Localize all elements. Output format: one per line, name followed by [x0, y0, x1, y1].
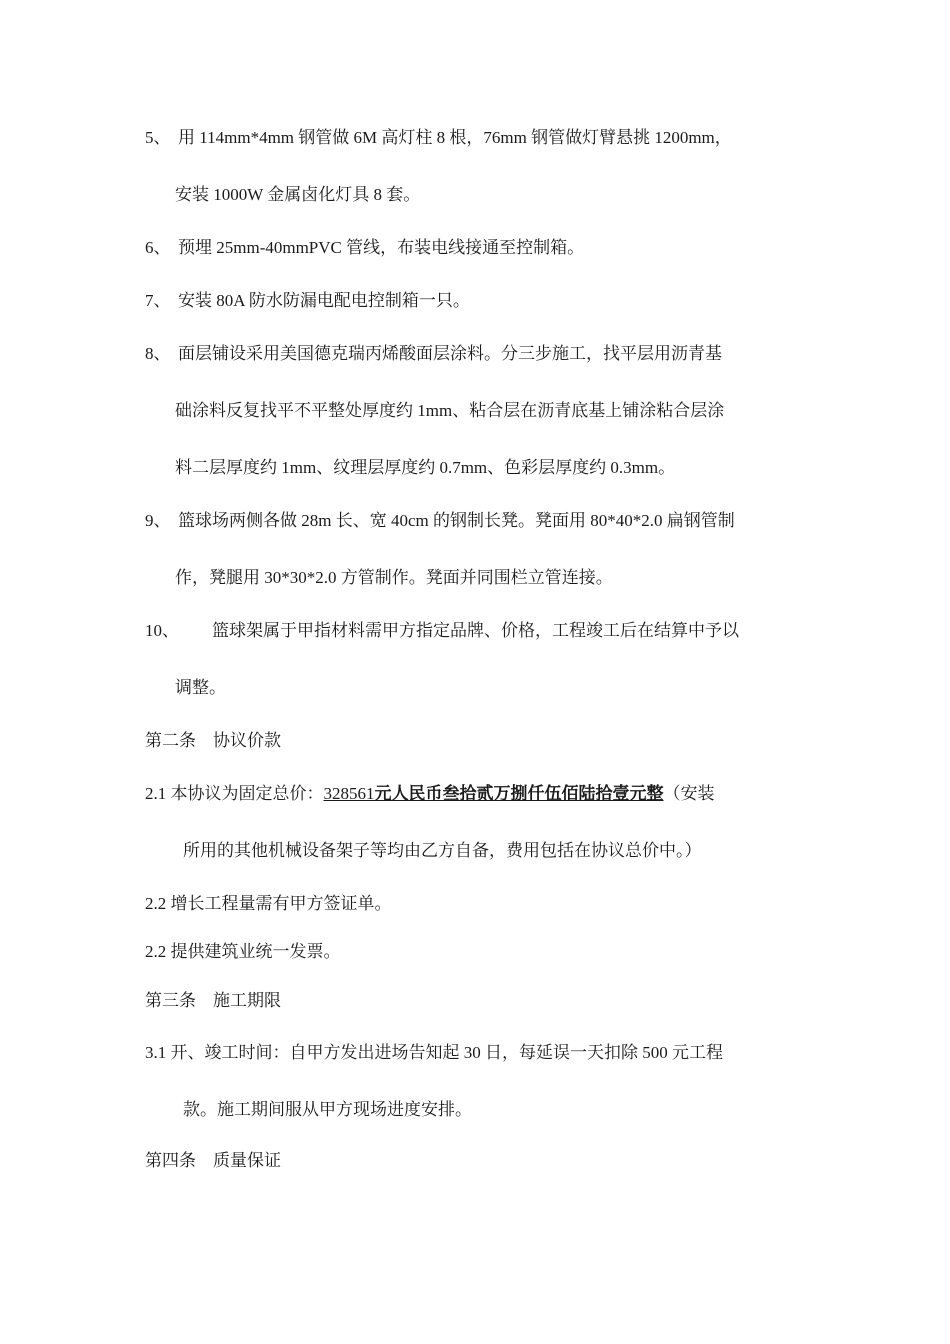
- item-text: 面层铺设采用美国德克瑞丙烯酸面层涂料。分三步施工，找平层用沥青基: [178, 344, 722, 363]
- contract-amount-words: 元人民币叁拾贰万捌仟伍佰陆拾壹元整: [374, 784, 664, 803]
- item-text: 篮球架属于甲指材料需甲方指定品牌、价格，工程竣工后在结算中予以: [212, 621, 739, 640]
- item-number: 8、: [145, 344, 171, 363]
- item-10-line-2: 调整。: [175, 678, 226, 697]
- clause-3-1-line-2: 款。施工期间服从甲方现场进度安排。: [183, 1100, 472, 1119]
- article-2-heading: 第二条 协议价款: [145, 731, 281, 750]
- item-8-line-1: [145, 343, 722, 365]
- item-text: 用 114mm*4mm 钢管做 6M 高灯柱 8 根，76mm 钢管做灯臂悬挑 1200mm，: [178, 128, 732, 147]
- item-6-line-1: [145, 237, 584, 259]
- item-number: 10、: [145, 621, 179, 640]
- item-text: 安装 80A 防水防漏电配电控制箱一只。: [178, 291, 470, 310]
- clause-3-1-line-1: 3.1 开、竣工时间：自甲方发出进场告知起 30 日，每延误一天扣除 500 元工程: [145, 1043, 723, 1062]
- clause-2-1-line-1: [145, 783, 715, 805]
- clause-2-1-line-2: 所用的其他机械设备架子等均由乙方自备，费用包括在协议总价中。）: [183, 841, 702, 860]
- article-4-heading: 第四条 质量保证: [145, 1151, 281, 1170]
- item-7-line-1: [145, 290, 470, 312]
- item-number: 7、: [145, 291, 171, 310]
- item-8-line-2: 础涂料反复找平不平整处厚度约 1mm、粘合层在沥青底基上铺涂粘合层涂: [175, 401, 725, 420]
- item-9-line-2: 作，凳腿用 30*30*2.0 方管制作。凳面并同围栏立管连接。: [175, 568, 613, 587]
- item-number: 9、: [145, 511, 171, 530]
- item-text: 篮球场两侧各做 28m 长、宽 40cm 的钢制长凳。凳面用 80*40*2.0 扁钢管制: [178, 511, 735, 530]
- item-number: 6、: [145, 238, 171, 257]
- item-9-line-1: [145, 510, 735, 532]
- item-10-line-1: [145, 620, 739, 642]
- item-number: 5、: [145, 128, 171, 147]
- item-8-line-3: 料二层厚度约 1mm、纹理层厚度约 0.7mm、色彩层厚度约 0.3mm。: [175, 458, 676, 477]
- item-5-line-1: [145, 127, 732, 149]
- article-3-heading: 第三条 施工期限: [145, 991, 281, 1010]
- clause-2-2-a: 2.2 增长工程量需有甲方签证单。: [145, 894, 392, 913]
- contract-amount-number: 328561: [323, 784, 375, 803]
- clause-2-2-b: 2.2 提供建筑业统一发票。: [145, 942, 341, 961]
- clause-text: （安装: [663, 784, 715, 803]
- item-text: 预埋 25mm-40mmPVC 管线，布装电线接通至控制箱。: [178, 238, 585, 257]
- clause-text: 2.1 本协议为固定总价：: [145, 784, 324, 803]
- item-5-line-2: 安装 1000W 金属卤化灯具 8 套。: [175, 185, 421, 204]
